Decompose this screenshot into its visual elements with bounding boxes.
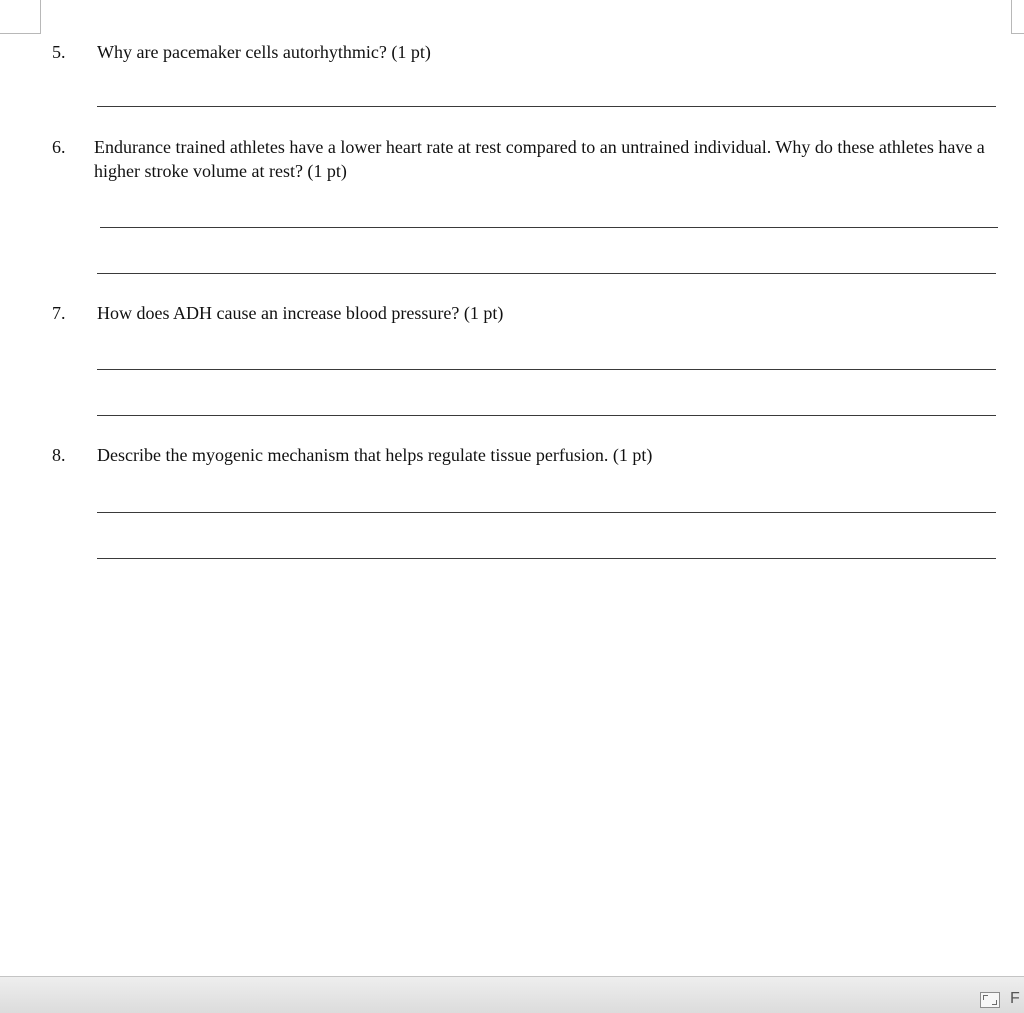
answer-line[interactable] xyxy=(97,369,996,370)
fit-page-icon[interactable] xyxy=(980,992,1000,1008)
answer-line[interactable] xyxy=(97,512,996,513)
question-number: 8. xyxy=(52,445,66,465)
answer-line[interactable] xyxy=(97,273,996,274)
answer-line[interactable] xyxy=(97,415,996,416)
question-number: 6. xyxy=(52,137,66,157)
answer-line[interactable] xyxy=(97,558,996,559)
question-text: Describe the myogenic mechanism that helps regulate tissue perfusion. (1 pt) xyxy=(97,445,653,465)
viewer-status-bar xyxy=(0,976,1024,1013)
crop-mark-top-right xyxy=(1011,0,1024,34)
question-text: How does ADH cause an increase blood pressure? (1 pt) xyxy=(97,303,504,323)
crop-mark-top-left xyxy=(0,0,41,34)
answer-line[interactable] xyxy=(100,227,998,228)
answer-line[interactable] xyxy=(97,106,996,107)
status-label[interactable]: F xyxy=(1010,990,1020,1007)
question-number: 5. xyxy=(52,42,66,62)
question-number: 7. xyxy=(52,303,66,323)
question-text: Endurance trained athletes have a lower heart rate at rest compared to an untrained individual. Why do these athletes have a higher stroke volume at rest? (1 pt) xyxy=(94,137,985,181)
question-text: Why are pacemaker cells autorhythmic? (1 pt) xyxy=(97,42,431,62)
